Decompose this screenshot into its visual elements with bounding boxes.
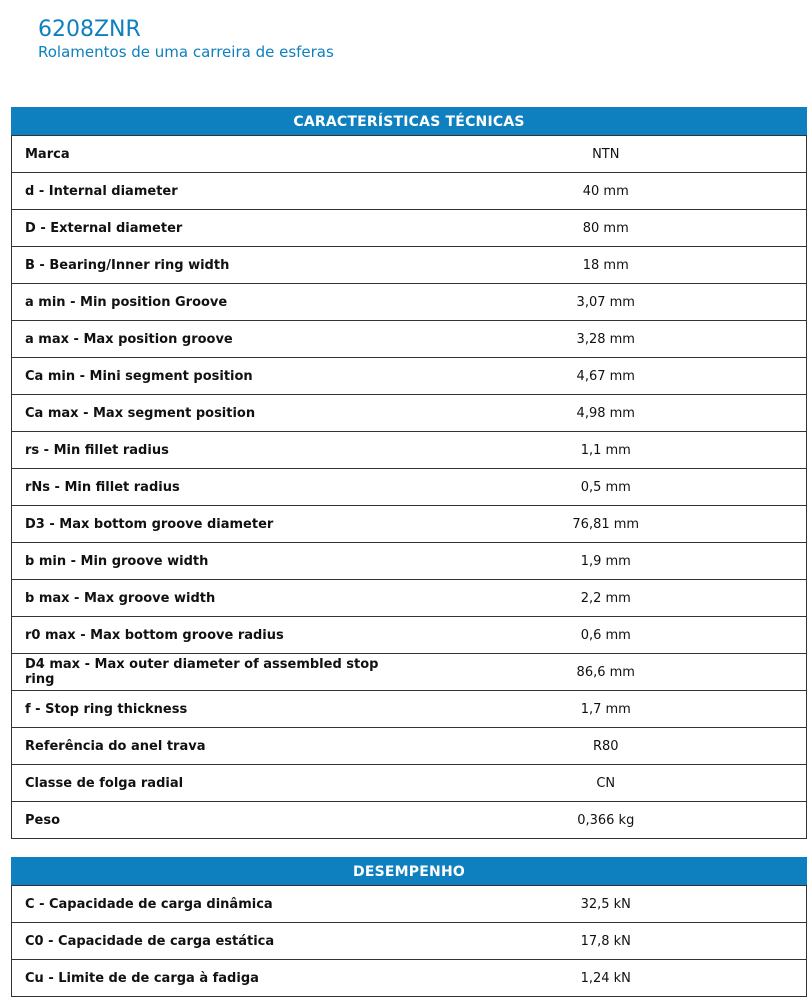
spec-label: Ca min - Mini segment position bbox=[12, 358, 406, 395]
table-row bbox=[12, 432, 807, 469]
spec-value: 1,1 mm bbox=[406, 432, 807, 469]
table-row bbox=[12, 173, 807, 210]
page-subtitle: Rolamentos de uma carreira de esferas bbox=[38, 43, 334, 61]
spec-label: B - Bearing/Inner ring width bbox=[12, 247, 406, 284]
table-row bbox=[12, 469, 807, 506]
spec-label: r0 max - Max bottom groove radius bbox=[12, 617, 406, 654]
spec-label: b max - Max groove width bbox=[12, 580, 406, 617]
spec-value: CN bbox=[406, 765, 807, 802]
spec-label: Peso bbox=[12, 802, 406, 839]
spec-label: Referência do anel trava bbox=[12, 728, 406, 765]
table-row bbox=[12, 506, 807, 543]
table-row bbox=[12, 395, 807, 432]
performance-table bbox=[11, 857, 807, 997]
spec-label: rs - Min fillet radius bbox=[12, 432, 406, 469]
table-row bbox=[12, 284, 807, 321]
table-row bbox=[12, 886, 807, 923]
table-row bbox=[12, 136, 807, 173]
spec-value: 1,7 mm bbox=[406, 691, 807, 728]
table-row bbox=[12, 358, 807, 395]
spec-label: a max - Max position groove bbox=[12, 321, 406, 358]
spec-label: b min - Min groove width bbox=[12, 543, 406, 580]
spec-value: 3,07 mm bbox=[406, 284, 807, 321]
spec-value: 0,6 mm bbox=[406, 617, 807, 654]
spec-value: 2,2 mm bbox=[406, 580, 807, 617]
page-header bbox=[38, 17, 334, 61]
spec-label: D - External diameter bbox=[12, 210, 406, 247]
spec-label: Cu - Limite de de carga à fadiga bbox=[12, 960, 406, 997]
table-row bbox=[12, 580, 807, 617]
spec-label: C0 - Capacidade de carga estática bbox=[12, 923, 406, 960]
spec-label: D4 max - Max outer diameter of assembled stop ring bbox=[12, 654, 406, 691]
spec-value: 80 mm bbox=[406, 210, 807, 247]
spec-value: 17,8 kN bbox=[406, 923, 807, 960]
spec-value: 40 mm bbox=[406, 173, 807, 210]
performance-heading: DESEMPENHO bbox=[12, 858, 807, 886]
table-row bbox=[12, 543, 807, 580]
spec-value: NTN bbox=[406, 136, 807, 173]
spec-value: 18 mm bbox=[406, 247, 807, 284]
spec-value: 4,67 mm bbox=[406, 358, 807, 395]
spec-value: 76,81 mm bbox=[406, 506, 807, 543]
spec-label: a min - Min position Groove bbox=[12, 284, 406, 321]
spec-value: 3,28 mm bbox=[406, 321, 807, 358]
technical-characteristics-table bbox=[11, 107, 807, 839]
table-row bbox=[12, 765, 807, 802]
spec-value: 0,366 kg bbox=[406, 802, 807, 839]
spec-value: R80 bbox=[406, 728, 807, 765]
table-row bbox=[12, 654, 807, 691]
spec-value: 32,5 kN bbox=[406, 886, 807, 923]
spec-label: C - Capacidade de carga dinâmica bbox=[12, 886, 406, 923]
spec-label: rNs - Min fillet radius bbox=[12, 469, 406, 506]
spec-value: 86,6 mm bbox=[406, 654, 807, 691]
spec-label: D3 - Max bottom groove diameter bbox=[12, 506, 406, 543]
spec-label: Classe de folga radial bbox=[12, 765, 406, 802]
spec-label: Marca bbox=[12, 136, 406, 173]
spec-label: Ca max - Max segment position bbox=[12, 395, 406, 432]
table-row bbox=[12, 728, 807, 765]
table-row bbox=[12, 960, 807, 997]
table-header-row bbox=[12, 108, 807, 136]
spec-label: d - Internal diameter bbox=[12, 173, 406, 210]
table-header-row bbox=[12, 858, 807, 886]
table-row bbox=[12, 802, 807, 839]
spec-value: 4,98 mm bbox=[406, 395, 807, 432]
table-row bbox=[12, 210, 807, 247]
table-row bbox=[12, 321, 807, 358]
spec-label: f - Stop ring thickness bbox=[12, 691, 406, 728]
spec-value: 0,5 mm bbox=[406, 469, 807, 506]
spec-value: 1,9 mm bbox=[406, 543, 807, 580]
table-row bbox=[12, 617, 807, 654]
table-row bbox=[12, 247, 807, 284]
technical-characteristics-heading: CARACTERÍSTICAS TÉCNICAS bbox=[12, 108, 807, 136]
page-title: 6208ZNR bbox=[38, 17, 141, 42]
table-row bbox=[12, 923, 807, 960]
spec-value: 1,24 kN bbox=[406, 960, 807, 997]
table-row bbox=[12, 691, 807, 728]
